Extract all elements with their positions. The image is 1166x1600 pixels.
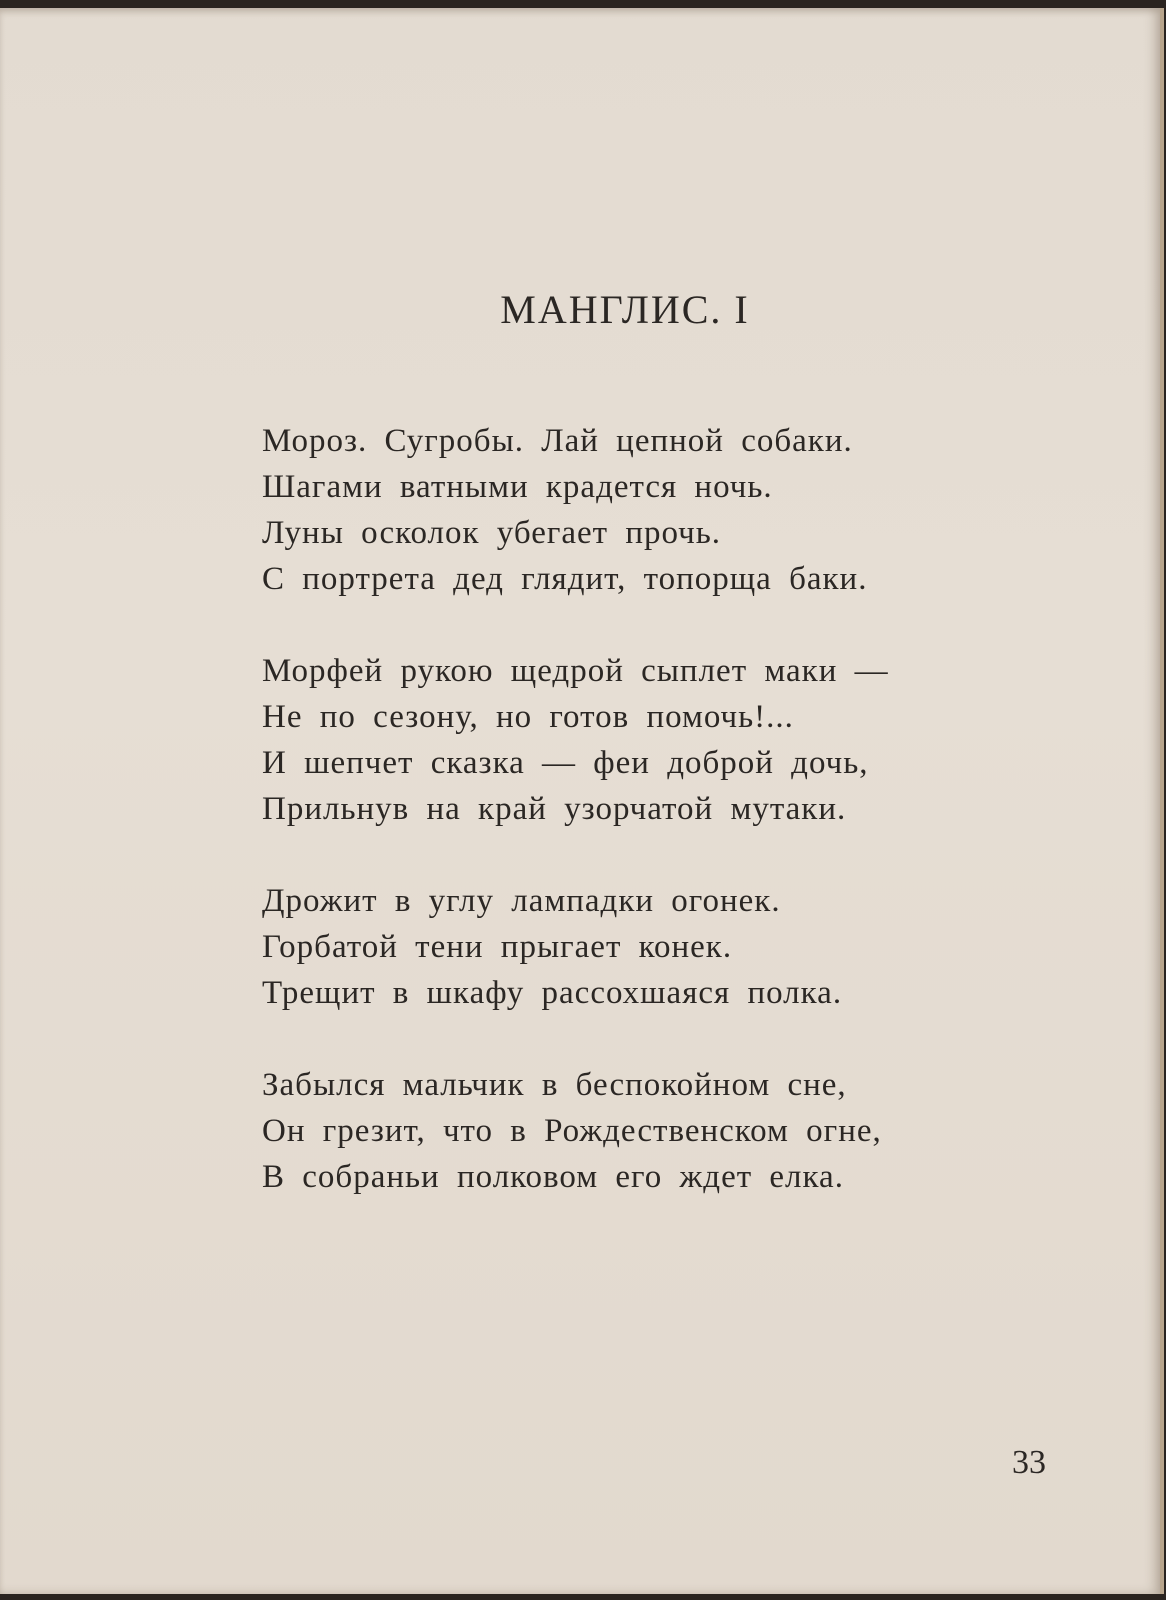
poem-body xyxy=(262,418,1022,1246)
poem-line: Забылся мальчик в беспокойном сне, xyxy=(262,1067,847,1103)
stanza-2 xyxy=(262,648,1022,832)
poem-line: Луны осколок убегает прочь. xyxy=(262,515,722,551)
stanza-3 xyxy=(262,878,1022,1016)
poem-line: Мороз. Сугробы. Лай цепной собаки. xyxy=(262,423,853,459)
poem-line: Морфей рукою щедрой сыплет маки — xyxy=(262,653,889,689)
page-number: 33 xyxy=(1012,1444,1046,1481)
poem-line: Горбатой тени прыгает конек. xyxy=(262,929,733,965)
stanza-1 xyxy=(262,418,1022,602)
poem-line: И шепчет сказка — феи доброй дочь, xyxy=(262,745,869,781)
stanza-4 xyxy=(262,1062,1022,1200)
poem-line: Шагами ватными крадется ночь. xyxy=(262,469,773,505)
poem-line: Он грезит, что в Рождественском огне, xyxy=(262,1113,882,1149)
poem-line: С портрета дед глядит, топорща баки. xyxy=(262,561,868,597)
poem-line: Не по сезону, но готов помочь!... xyxy=(262,699,794,735)
poem-title: МАНГЛИС. I xyxy=(500,287,750,332)
poem-line: Дрожит в углу лампадки огонек. xyxy=(262,883,781,919)
poem-line: В собраньи полковом его ждет елка. xyxy=(262,1159,844,1195)
poem-line: Прильнув на край узорчатой мутаки. xyxy=(262,791,847,827)
poem-line: Трещит в шкафу рассохшаяся полка. xyxy=(262,975,843,1011)
book-page xyxy=(0,8,1164,1594)
